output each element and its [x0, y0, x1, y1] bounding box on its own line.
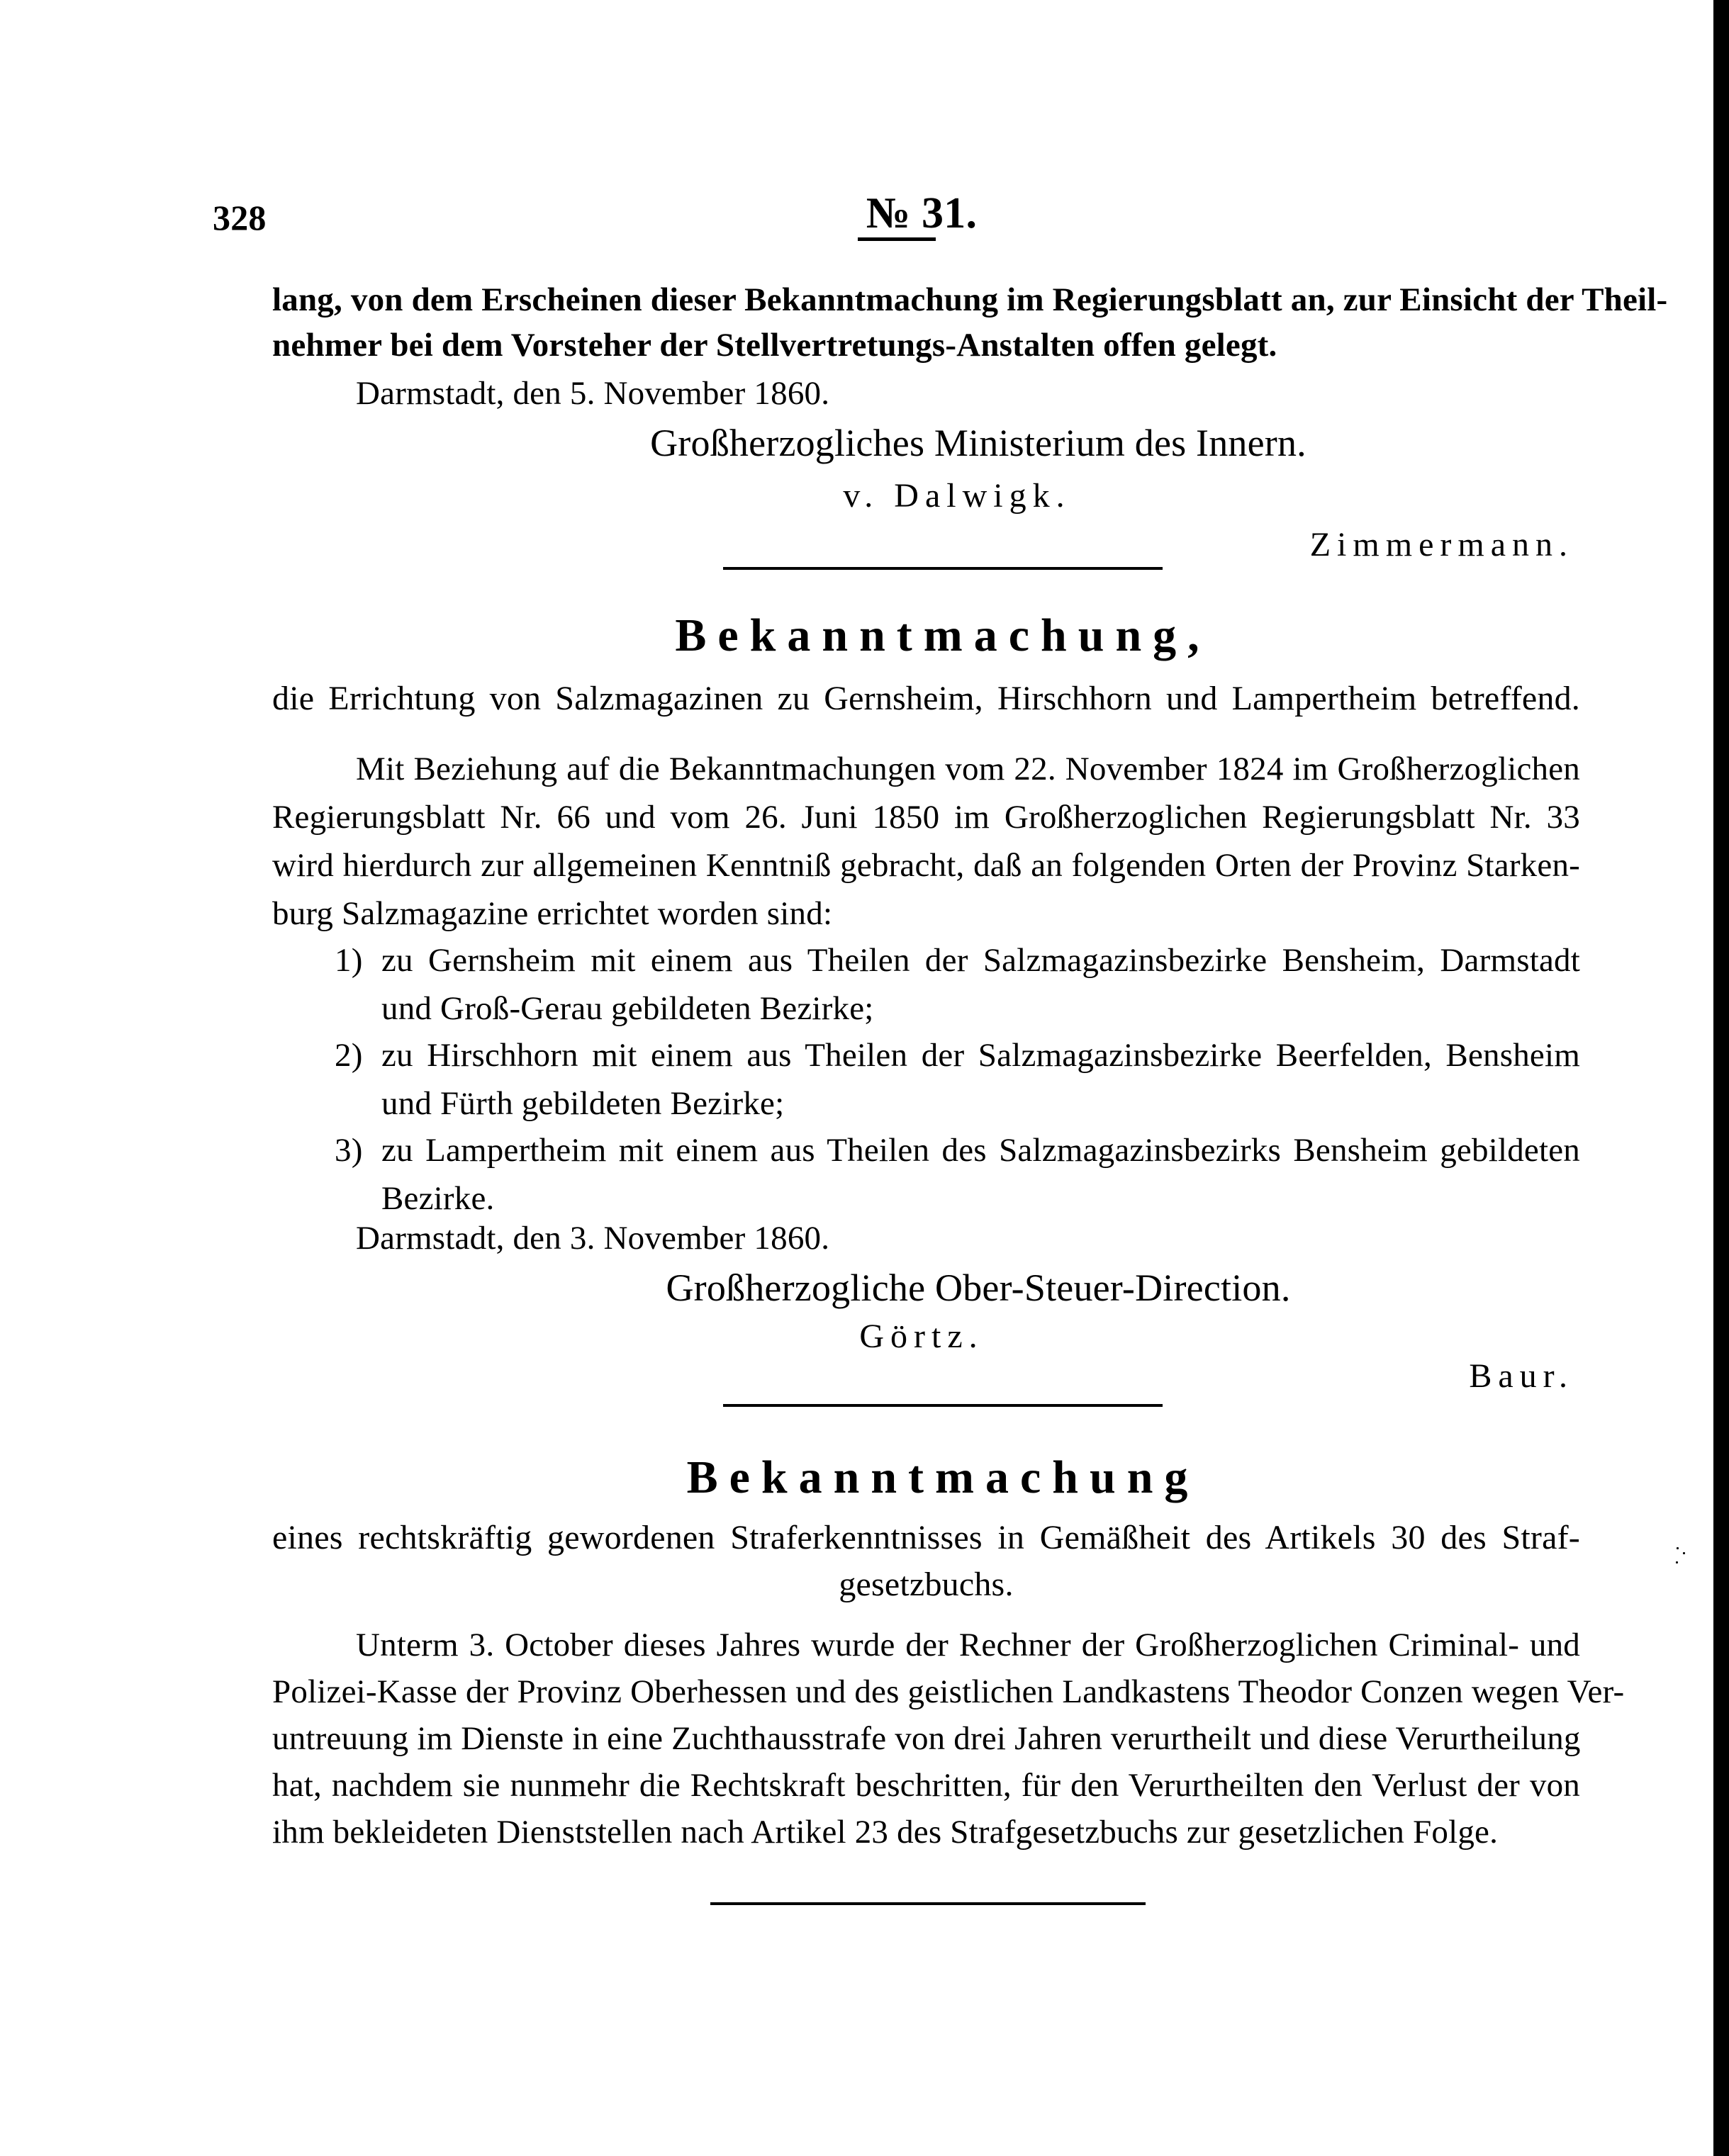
scan-specks [1674, 1547, 1689, 1568]
body-line: nehmer bei dem Vorsteher der Stellvertretungs-Anstalten offen gelegt. [272, 327, 1277, 364]
notice-subtitle: die Errichtung von Salzmagazinen zu Gernsheim, Hirschhorn und Lampertheim betreffend. [272, 680, 1580, 717]
list-item-line: zu Hirschhorn mit einem aus Theilen der Salzmagazinsbezirke Beerfelden, Bensheim [381, 1037, 1580, 1074]
body-line: Regierungsblatt Nr. 66 und vom 26. Juni 1850 im Großherzoglichen Regierungsblatt Nr. 33 [272, 799, 1580, 836]
list-item-number: 1) [335, 942, 363, 979]
list-item-number: 2) [335, 1037, 363, 1074]
body-line: lang, von dem Erscheinen dieser Bekanntmachung im Regierungsblatt an, zur Einsicht der Theil- [272, 281, 1668, 318]
notice-heading: Bekanntmachung, [675, 610, 1211, 661]
date-line: Darmstadt, den 5. November 1860. [356, 375, 830, 412]
page-number: 328 [213, 198, 267, 237]
section-divider [710, 1902, 1146, 1905]
list-item-number: 3) [335, 1132, 363, 1169]
body-line: Polizei-Kasse der Provinz Oberhessen und des geistlichen Landkastens Theodor Conzen wegen Ver- [272, 1673, 1625, 1710]
list-item-line: zu Lampertheim mit einem aus Theilen des Salzmagazinsbezirks Bensheim gebildeten [381, 1132, 1580, 1169]
list-item-line: und Fürth gebildeten Bezirke; [381, 1085, 785, 1122]
list-item-line: und Groß-Gerau gebildeten Bezirke; [381, 990, 874, 1027]
section-divider [723, 567, 1163, 570]
authority-name: Großherzogliche Ober-Steuer-Direction. [666, 1267, 1291, 1309]
list-item-line: zu Gernsheim mit einem aus Theilen der Salzmagazinsbezirke Bensheim, Darmstadt [381, 942, 1580, 979]
body-line: wird hierdurch zur allgemeinen Kenntniß gebracht, daß an folgenden Orten der Provinz Starken- [272, 847, 1580, 884]
list-item-line: Bezirke. [381, 1180, 495, 1217]
notice-subtitle: gesetzbuchs. [839, 1566, 1014, 1603]
body-line: Unterm 3. October dieses Jahres wurde der Rechner der Großherzoglichen Criminal- und [356, 1627, 1580, 1663]
issue-number: № 31. [866, 189, 978, 237]
body-line: Mit Beziehung auf die Bekanntmachungen vom 22. November 1824 im Großherzoglichen [356, 751, 1580, 787]
section-divider [723, 1404, 1163, 1407]
scan-edge [1713, 0, 1729, 2156]
body-line: untreuung im Dienste in eine Zuchthausstrafe von drei Jahren verurtheilt und diese Verurtheilung [272, 1720, 1581, 1757]
authority-name: Großherzogliches Ministerium des Innern. [650, 422, 1306, 464]
issue-number-underline [858, 237, 936, 241]
body-line: hat, nachdem sie nunmehr die Rechtskraft beschritten, für den Verurtheilten den Verlust der von [272, 1767, 1580, 1804]
countersignatory: Baur. [1469, 1357, 1574, 1395]
body-line: ihm bekleideten Dienststellen nach Artikel 23 des Strafgesetzbuchs zur gesetzlichen Folge. [272, 1814, 1499, 1851]
body-line: burg Salzmagazine errichtet worden sind: [272, 895, 833, 932]
notice-heading: Bekanntmachung [686, 1452, 1199, 1503]
countersignatory: Zimmermann. [1309, 526, 1574, 563]
date-line: Darmstadt, den 3. November 1860. [356, 1220, 830, 1257]
signatory: Görtz. [859, 1318, 984, 1355]
notice-subtitle: eines rechtskräftig gewordenen Straferkenntnisses in Gemäßheit des Artikels 30 des Straf- [272, 1519, 1580, 1556]
signatory: v. Dalwigk. [843, 477, 1071, 515]
